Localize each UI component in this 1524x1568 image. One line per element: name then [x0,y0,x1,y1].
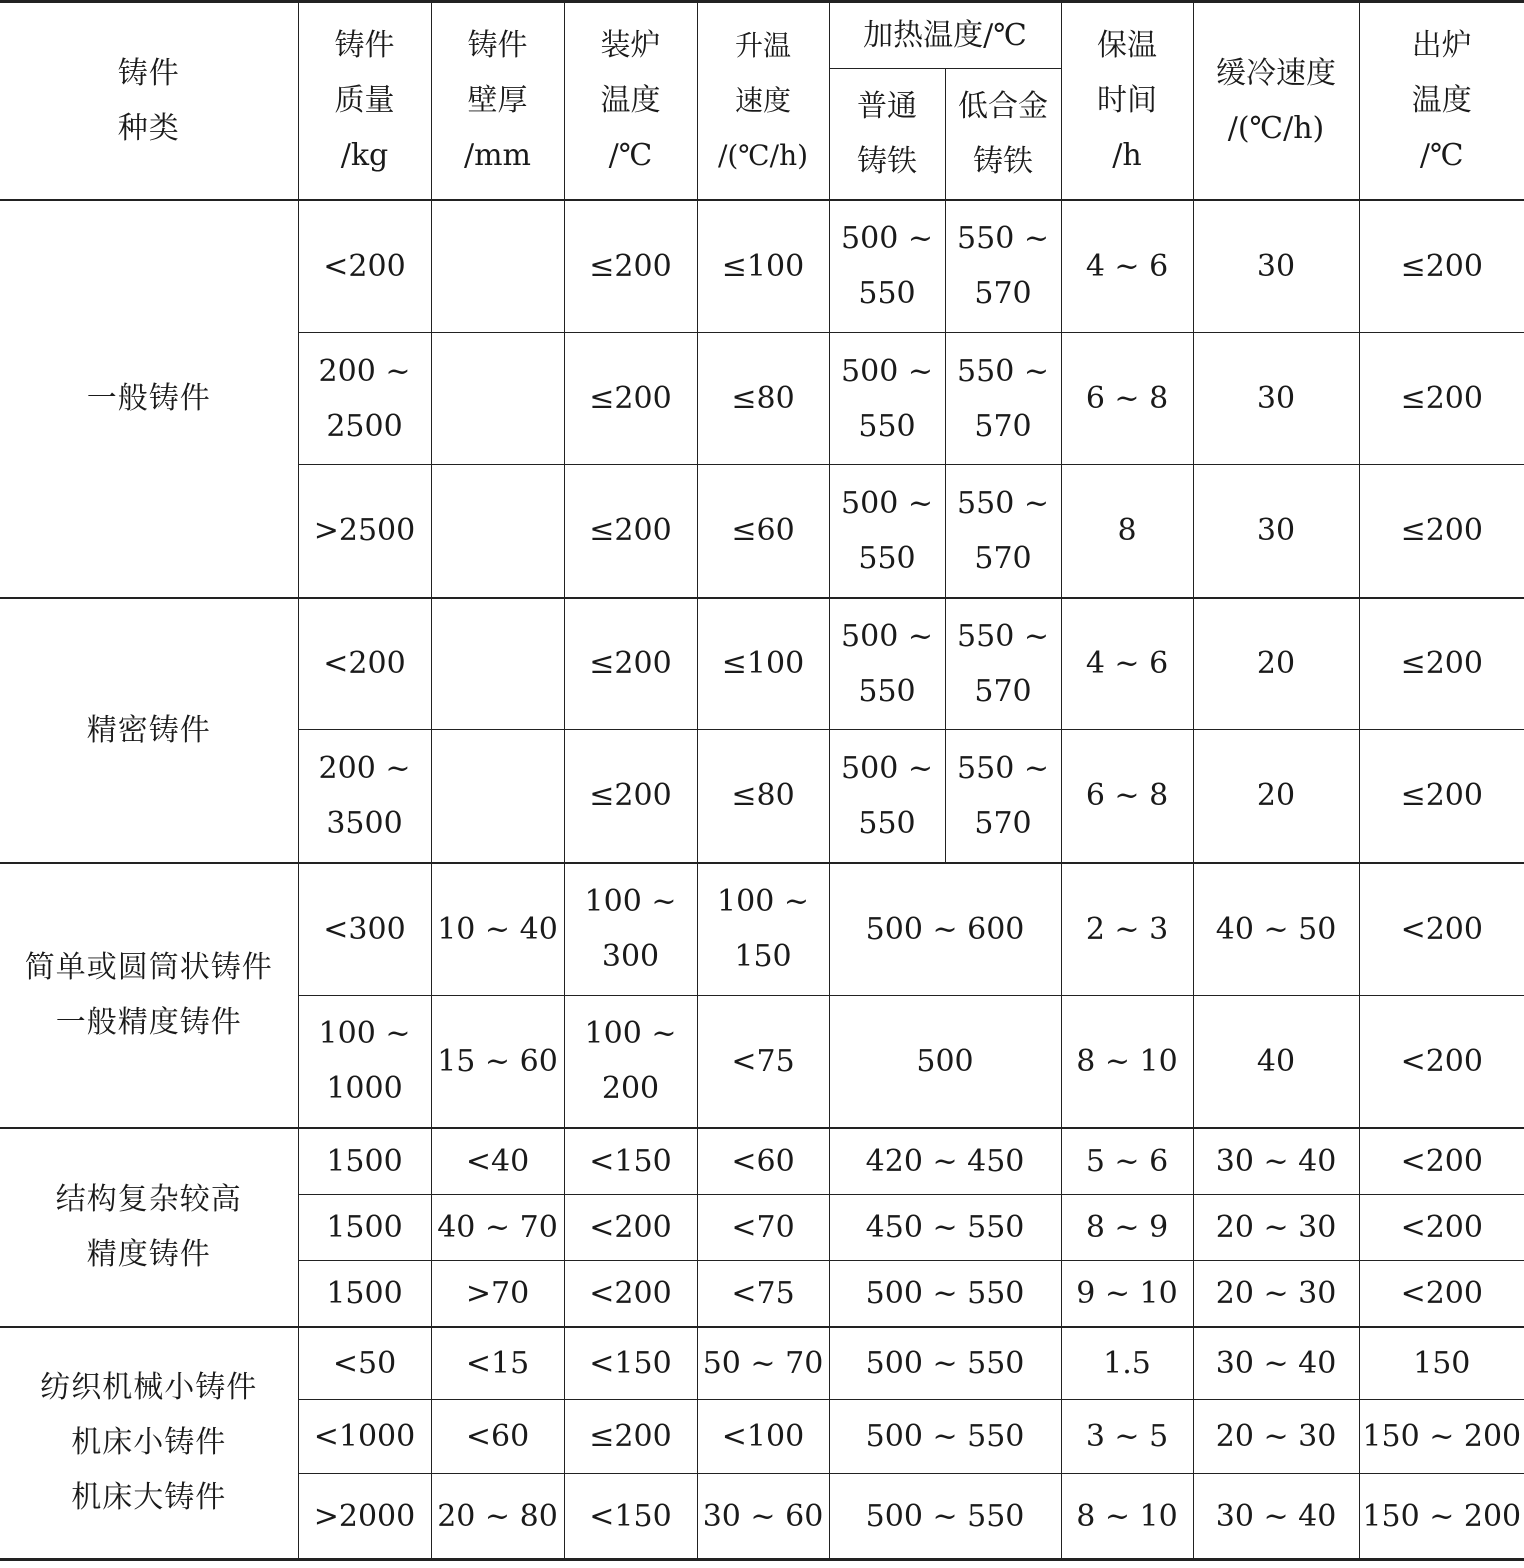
cell-wall: 15 ~ 60 [431,996,564,1128]
cell-out-temp: 150 ~ 200 [1359,1400,1524,1474]
cell-heat-rate: ≤80 [697,730,829,863]
cell-mass: <50 [298,1327,431,1400]
cell-cool-rate: 30 [1193,333,1359,465]
header-wall: 铸件 壁厚 /mm [431,2,564,200]
table-row [0,863,1524,996]
header-heat-rate: 升温 速度 /(℃/h) [697,2,829,200]
table-row [0,200,1524,333]
cell-heat-rate: ≤100 [697,598,829,730]
header-cool-rate: 缓冷速度 /(℃/h) [1193,2,1359,200]
cell-heat-rate: <75 [697,1261,829,1327]
cell-out-temp: ≤200 [1359,200,1524,333]
cell-cool-rate: 30 ~ 40 [1193,1128,1359,1195]
table-row [0,1327,1524,1400]
cell-heating-temp: 500 ~ 550 [829,1327,1061,1400]
table-row [0,1128,1524,1195]
cell-out-temp: 150 ~ 200 [1359,1474,1524,1560]
cell-heat-rate: ≤60 [697,465,829,598]
cell-wall: 40 ~ 70 [431,1195,564,1261]
cell-heating-alloy: 550 ~ 570 [945,333,1061,465]
cell-heat-rate: <100 [697,1400,829,1474]
cell-cool-rate: 30 [1193,200,1359,333]
cell-mass: 100 ~ 1000 [298,996,431,1128]
cell-heat-rate: <60 [697,1128,829,1195]
cell-hold-time: 2 ~ 3 [1061,863,1193,996]
cell-load-temp: ≤200 [564,1400,697,1474]
cell-hold-time: 5 ~ 6 [1061,1128,1193,1195]
cell-wall [431,200,564,333]
cell-load-temp: ≤200 [564,200,697,333]
cell-load-temp: 100 ~ 200 [564,996,697,1128]
cell-heating-temp: 500 ~ 600 [829,863,1061,996]
cell-out-temp: 150 [1359,1327,1524,1400]
cell-load-temp: <150 [564,1474,697,1560]
header-heating-temp: 加热温度/℃ [829,2,1061,69]
cell-wall: 10 ~ 40 [431,863,564,996]
cell-cool-rate: 30 ~ 40 [1193,1474,1359,1560]
cell-mass: 1500 [298,1128,431,1195]
cell-load-temp: <200 [564,1195,697,1261]
header-mass: 铸件 质量 /kg [298,2,431,200]
cell-out-temp: <200 [1359,996,1524,1128]
header-load-temp: 装炉 温度 /℃ [564,2,697,200]
cell-mass: 1500 [298,1195,431,1261]
cell-wall: 20 ~ 80 [431,1474,564,1560]
cell-heating-alloy: 550 ~ 570 [945,200,1061,333]
cell-mass: 1500 [298,1261,431,1327]
cell-heating-alloy: 550 ~ 570 [945,730,1061,863]
cell-load-temp: <200 [564,1261,697,1327]
cell-out-temp: <200 [1359,863,1524,996]
cell-load-temp: ≤200 [564,598,697,730]
cell-load-temp: ≤200 [564,465,697,598]
cell-mass: <300 [298,863,431,996]
cell-heat-rate: 100 ~ 150 [697,863,829,996]
cell-hold-time: 1.5 [1061,1327,1193,1400]
cell-hold-time: 8 [1061,465,1193,598]
cell-heat-rate: 50 ~ 70 [697,1327,829,1400]
cell-cool-rate: 20 ~ 30 [1193,1400,1359,1474]
cell-heating-temp: 420 ~ 450 [829,1128,1061,1195]
cell-wall [431,598,564,730]
cell-hold-time: 8 ~ 10 [1061,1474,1193,1560]
cell-wall [431,465,564,598]
cell-cool-rate: 20 [1193,598,1359,730]
cell-heat-rate: <70 [697,1195,829,1261]
cell-heating-alloy: 550 ~ 570 [945,465,1061,598]
cell-out-temp: <200 [1359,1195,1524,1261]
cell-heating-normal: 500 ~ 550 [829,200,945,333]
cell-out-temp: <200 [1359,1128,1524,1195]
cell-heating-normal: 500 ~ 550 [829,598,945,730]
header-heating-alloy: 低合金 铸铁 [945,69,1061,200]
cell-heating-temp: 450 ~ 550 [829,1195,1061,1261]
cell-out-temp: ≤200 [1359,465,1524,598]
cell-wall [431,333,564,465]
cell-heat-rate: 30 ~ 60 [697,1474,829,1560]
cell-heating-temp: 500 ~ 550 [829,1261,1061,1327]
cell-hold-time: 3 ~ 5 [1061,1400,1193,1474]
cell-mass: >2000 [298,1474,431,1560]
cell-mass: <1000 [298,1400,431,1474]
cell-wall: <40 [431,1128,564,1195]
cell-hold-time: 6 ~ 8 [1061,730,1193,863]
cell-cool-rate: 20 ~ 30 [1193,1261,1359,1327]
cell-out-temp: <200 [1359,1261,1524,1327]
cell-wall: <15 [431,1327,564,1400]
cell-load-temp: <150 [564,1128,697,1195]
cell-heating-normal: 500 ~ 550 [829,333,945,465]
header-out-temp: 出炉 温度 /℃ [1359,2,1524,200]
cell-load-temp: ≤200 [564,730,697,863]
cell-hold-time: 8 ~ 10 [1061,996,1193,1128]
cell-mass: >2500 [298,465,431,598]
cell-heating-alloy: 550 ~ 570 [945,598,1061,730]
table-row [0,598,1524,730]
cell-heating-temp: 500 [829,996,1061,1128]
cell-cool-rate: 20 ~ 30 [1193,1195,1359,1261]
cell-cool-rate: 30 ~ 40 [1193,1327,1359,1400]
cell-hold-time: 8 ~ 9 [1061,1195,1193,1261]
cell-load-temp: <150 [564,1327,697,1400]
cell-cool-rate: 30 [1193,465,1359,598]
cell-mass: <200 [298,598,431,730]
cell-cool-rate: 40 [1193,996,1359,1128]
cell-out-temp: ≤200 [1359,333,1524,465]
group-type: 纺织机械小铸件 机床小铸件 机床大铸件 [0,1327,298,1560]
cell-heating-normal: 500 ~ 550 [829,465,945,598]
cell-wall [431,730,564,863]
cell-mass: 200 ~ 3500 [298,730,431,863]
cell-load-temp: 100 ~ 300 [564,863,697,996]
cell-heating-normal: 500 ~ 550 [829,730,945,863]
header-heating-normal: 普通 铸铁 [829,69,945,200]
header-type: 铸件 种类 [0,2,298,200]
group-type: 结构复杂较高 精度铸件 [0,1128,298,1327]
cell-cool-rate: 20 [1193,730,1359,863]
cell-hold-time: 9 ~ 10 [1061,1261,1193,1327]
group-type: 精密铸件 [0,598,298,863]
cell-wall: >70 [431,1261,564,1327]
cell-wall: <60 [431,1400,564,1474]
cell-heat-rate: <75 [697,996,829,1128]
cell-out-temp: ≤200 [1359,598,1524,730]
group-type: 一般铸件 [0,200,298,598]
cell-hold-time: 6 ~ 8 [1061,333,1193,465]
cell-hold-time: 4 ~ 6 [1061,598,1193,730]
cell-cool-rate: 40 ~ 50 [1193,863,1359,996]
cell-mass: 200 ~ 2500 [298,333,431,465]
group-type: 简单或圆筒状铸件 一般精度铸件 [0,863,298,1128]
cell-heating-temp: 500 ~ 550 [829,1400,1061,1474]
cell-hold-time: 4 ~ 6 [1061,200,1193,333]
cell-out-temp: ≤200 [1359,730,1524,863]
cell-heat-rate: ≤100 [697,200,829,333]
cell-heating-temp: 500 ~ 550 [829,1474,1061,1560]
cell-mass: <200 [298,200,431,333]
cell-heat-rate: ≤80 [697,333,829,465]
cell-load-temp: ≤200 [564,333,697,465]
header-hold-time: 保温 时间 /h [1061,2,1193,200]
